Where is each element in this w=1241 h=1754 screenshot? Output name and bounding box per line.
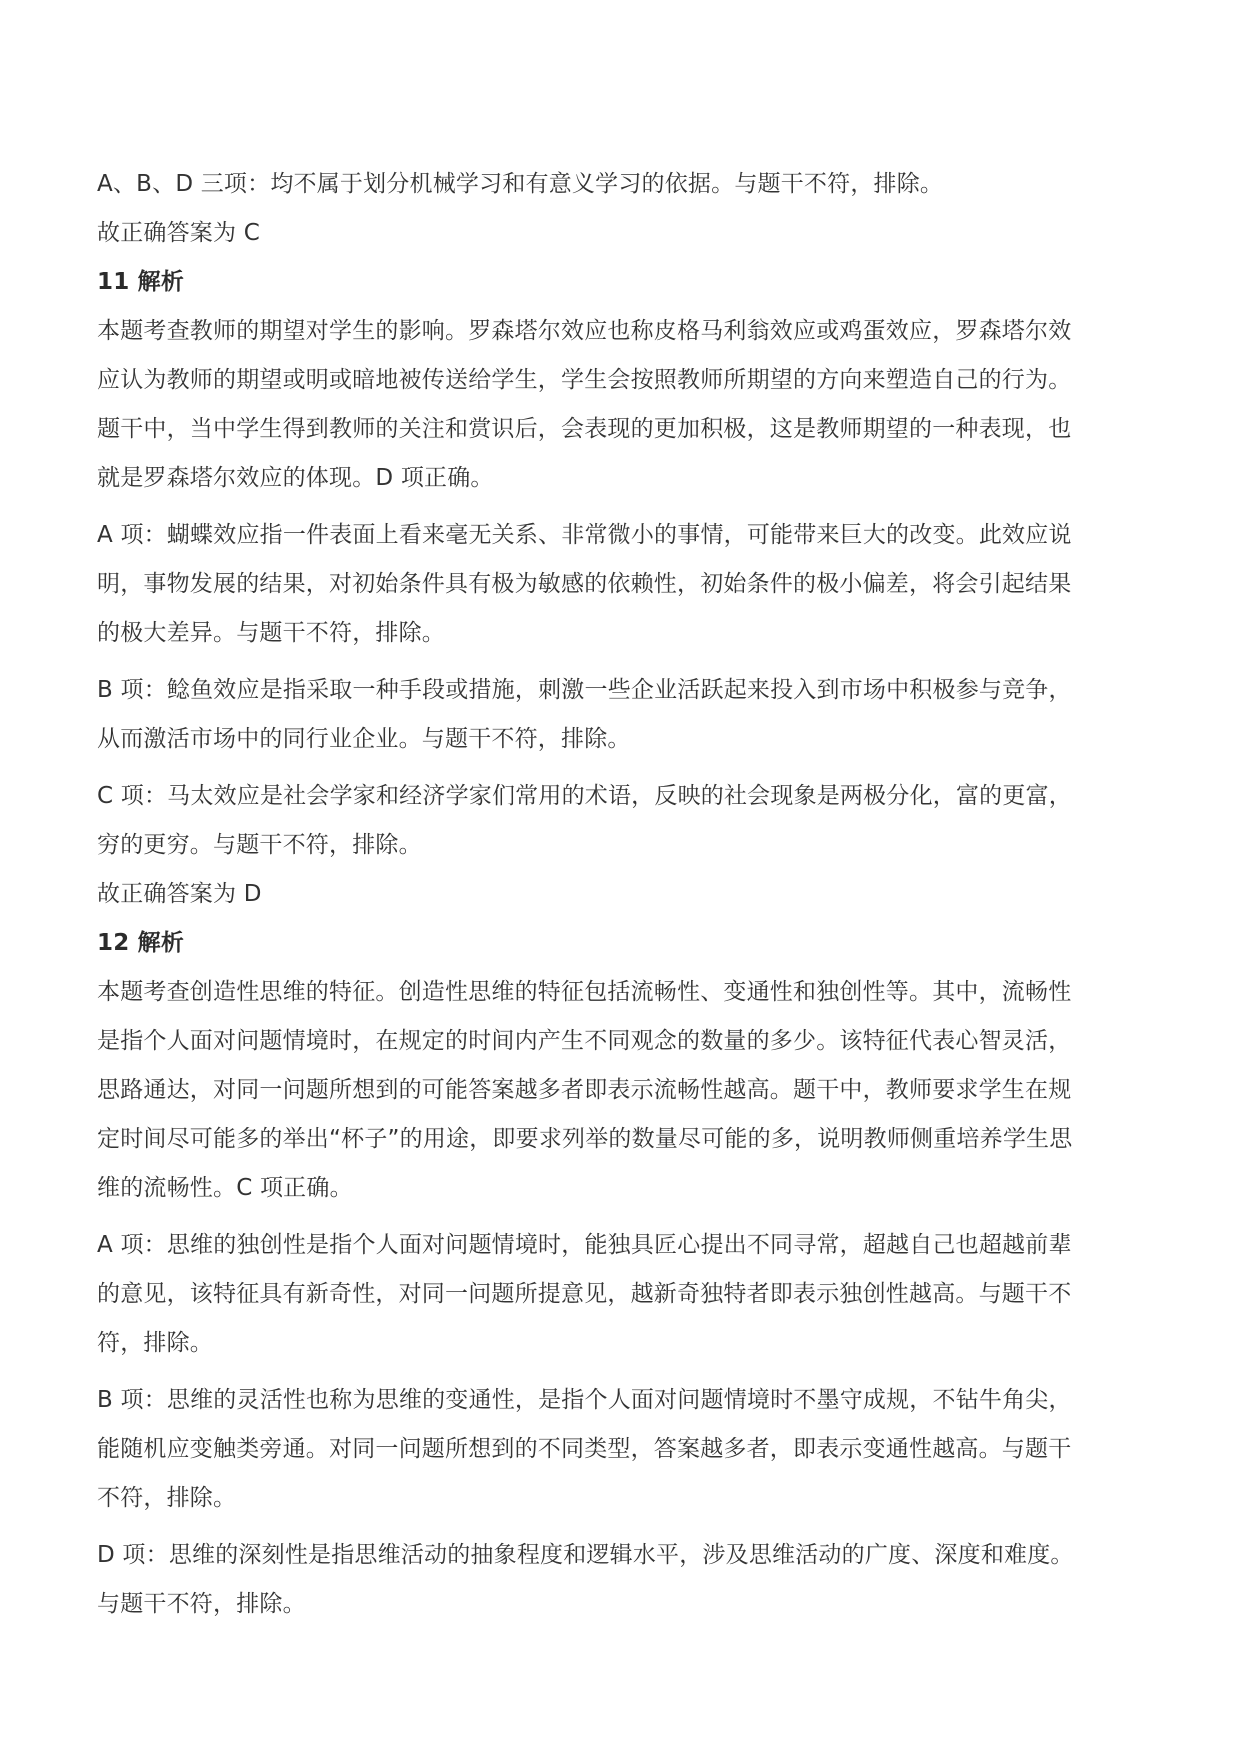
text-line: C 项：马太效应是社会学家和经济学家们常用的术语，反映的社会现象是两极分化，富的更富， [97,783,1072,809]
text-line: B 项：思维的灵活性也称为思维的变通性，是指个人面对问题情境时不墨守成规，不钻牛角尖， [97,1387,1072,1413]
text-line: 的极大差异。与题干不符，排除。 [97,620,445,646]
text-line: 本题考查创造性思维的特征。创造性思维的特征包括流畅性、变通性和独创性等。其中，流畅性 [97,979,1072,1005]
document-page [97,160,1147,1629]
text-line: 与题干不符，排除。 [97,1591,306,1617]
text-line: 能随机应变触类旁通。对同一问题所想到的不同类型，答案越多者，即表示变通性越高。与题干 [97,1436,1072,1462]
answer-line: 故正确答案为 C [97,220,260,246]
text-line: 思路通达，对同一问题所想到的可能答案越多者即表示流畅性越高。题干中，教师要求学生在规 [97,1077,1072,1103]
text-line: 题干中，当中学生得到教师的关注和赏识后，会表现的更加积极，这是教师期望的一种表现，也 [97,416,1072,442]
text-line: 定时间尽可能多的举出“杯子”的用途，即要求列举的数量尽可能的多，说明教师侧重培养学生思 [97,1126,1073,1152]
text-line: 就是罗森塔尔效应的体现。D 项正确。 [97,465,494,491]
text-line: 的意见，该特征具有新奇性，对同一问题所提意见，越新奇独特者即表示独创性越高。与题干不 [97,1281,1072,1307]
text-line: A 项：思维的独创性是指个人面对问题情境时，能独具匠心提出不同寻常，超越自己也超越前辈 [97,1232,1072,1258]
text-line: 符，排除。 [97,1330,213,1356]
text-line: 从而激活市场中的同行业企业。与题干不符，排除。 [97,726,631,752]
text-line: 本题考查教师的期望对学生的影响。罗森塔尔效应也称皮格马利翁效应或鸡蛋效应，罗森塔尔效 [97,318,1072,344]
answer-line: 故正确答案为 D [97,881,262,907]
text-line: 不符，排除。 [97,1485,237,1511]
text-line: 穷的更穷。与题干不符，排除。 [97,832,422,858]
text-line: 维的流畅性。C 项正确。 [97,1175,353,1201]
section-heading-11: 11 解析 [97,269,185,295]
text-line: 是指个人面对问题情境时，在规定的时间内产生不同观念的数量的多少。该特征代表心智灵活， [97,1028,1072,1054]
text-line: D 项：思维的深刻性是指思维活动的抽象程度和逻辑水平，涉及思维活动的广度、深度和难度。 [97,1542,1074,1568]
text-line: A、B、D 三项：均不属于划分机械学习和有意义学习的依据。与题干不符，排除。 [97,171,944,197]
text-line: A 项：蝴蝶效应指一件表面上看来毫无关系、非常微小的事情，可能带来巨大的改变。此效应说 [97,522,1072,548]
text-line: 明，事物发展的结果，对初始条件具有极为敏感的依赖性，初始条件的极小偏差，将会引起结果 [97,571,1072,597]
section-heading-12: 12 解析 [97,930,185,956]
text-line: 应认为教师的期望或明或暗地被传送给学生，学生会按照教师所期望的方向来塑造自己的行为。 [97,367,1072,393]
text-line: B 项：鲶鱼效应是指采取一种手段或措施，刺激一些企业活跃起来投入到市场中积极参与竞争， [97,677,1072,703]
